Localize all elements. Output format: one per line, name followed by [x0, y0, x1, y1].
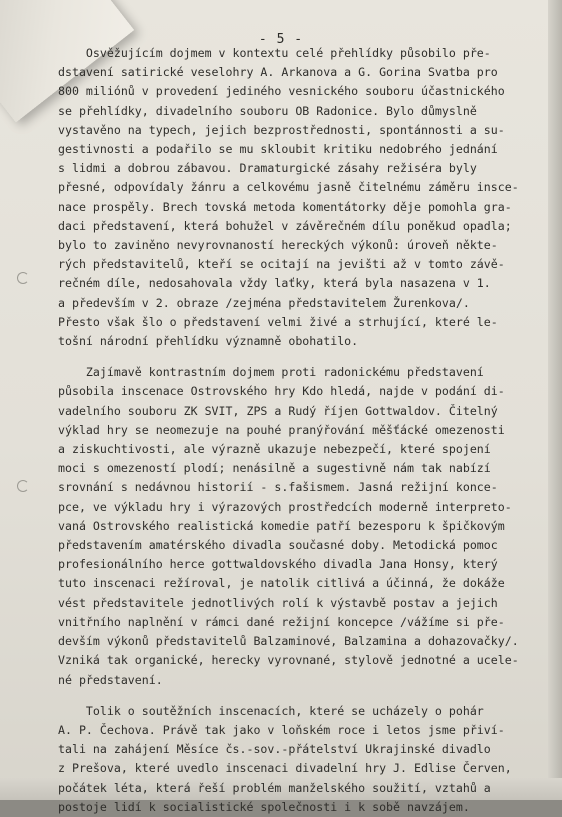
text-line: moci s omezeností plodí; nenásilně a sugestivně nám tak nabízí: [58, 461, 491, 476]
text-line: s lidmi a dobrou zábavou. Dramaturgické zásahy režiséra byly: [58, 161, 477, 176]
text-line: pce, ve výkladu hry i výrazových prostředcích moderně interpreto-: [58, 499, 512, 514]
page-edge-right: [548, 0, 562, 800]
text-line: tali na zahájení Měsíce čs.-sov.-přátelství Ukrajinské divadlo: [58, 742, 491, 757]
page-number: - 5 -: [258, 32, 304, 47]
text-line: se přehlídky, divadelního souboru OB Radonice. Bylo důmyslně: [58, 103, 477, 118]
text-line: a ziskuchtivosti, ale výrazně ukazuje nebezpečí, které spojení: [58, 442, 491, 457]
text-line: A. P. Čechova. Právě tak jako v loňském roce i letos jsme přiví-: [58, 722, 505, 737]
text-line: daci představení, která bohužel v závěrečném dílu poněkud opadla;: [58, 218, 512, 233]
text-line: Zajímavě kontrastním dojmem proti radonickému představení: [58, 365, 484, 380]
text-line: z Prešova, které uvedlo inscenaci divadelní hry J. Edlise Červen,: [58, 761, 512, 776]
text-line: bylo to zaviněno nevyrovnaností hereckých výkonů: úroveň někte-: [58, 238, 498, 253]
text-line: 800 miliónů v provedení jediného vesnického souboru účastnického: [58, 84, 505, 99]
typed-body-text: [58, 44, 528, 817]
text-line: rých představitelů, kteří se ocitají na jevišti až v tomto závě-: [58, 257, 505, 272]
paragraph-cerven-closing: [58, 702, 528, 817]
text-line: výklad hry se neomezuje na pouhé pranýřování měšťácké omezenosti: [58, 422, 505, 437]
text-line: vaná Ostrovského realistická komedie patří bezesporu k špičkovým: [58, 518, 505, 533]
text-line: rečném díle, nedosahovala vždy laťky, která byla nasazena v 1.: [58, 276, 491, 291]
text-line: a především v 2. obraze /zejména představitelem Žurenkova/.: [58, 295, 470, 310]
text-line: profesionálního herce gottwaldovského divadla Jana Honsy, který: [58, 557, 498, 572]
text-line: né představení.: [58, 672, 163, 687]
text-line: gestivnosti a podařilo se mu skloubit kritiku nedobrého jednání: [58, 142, 498, 157]
text-line: počátek léta, která řeší problém manželského soužití, vztahů a: [58, 780, 491, 795]
text-line: dstavení satirické veselohry A. Arkanova a G. Gorina Svatba pro: [58, 65, 498, 80]
text-line: nace prospěly. Brech tovská metoda komentátorky děje pomohla gra-: [58, 199, 512, 214]
paragraph-svatba-review: [58, 44, 528, 351]
text-line: Osvěžujícím dojmem v kontextu celé přehlídky působilo pře-: [58, 46, 491, 60]
text-line: působila inscenace Ostrovského hry Kdo hledá, najde v podání di-: [58, 384, 505, 399]
text-line: Tolik o soutěžních inscenacích, které se ucházely o pohár: [58, 703, 484, 718]
text-line: tošní národní přehlídku významně obohatilo.: [58, 334, 359, 349]
text-line: přesné, odpovídaly žánru a celkovému jasně čitelnému záměru insce-: [58, 180, 519, 195]
text-line: postoje lidí k socialistické společnosti i k sobě navzájem.: [58, 799, 470, 814]
text-line: Přesto však šlo o představení velmi živé a strhující, které le-: [58, 314, 498, 329]
binder-hole-mark: [17, 272, 29, 284]
paragraph-kdo-hleda-review: [58, 363, 528, 689]
text-line: vést představitele jednotlivých rolí k výstavbě postav a jejich: [58, 595, 498, 610]
text-line: srovnání s nedávnou historií - s.fašismem. Jasná režijní konce-: [58, 480, 498, 495]
text-line: vadelního souboru ZK SVIT, ZPS a Rudý říjen Gottwaldov. Čitelný: [58, 403, 498, 418]
binder-hole-mark: [17, 480, 29, 492]
text-line: představením amatérského divadla současné doby. Metodická pomoc: [58, 538, 498, 553]
text-line: vystavěno na typech, jejich bezprostřednosti, spontánnosti a su-: [58, 122, 505, 137]
text-line: Vzniká tak organické, herecky vyrovnané, stylově jednotné a ucele-: [58, 653, 519, 668]
text-line: devším výkonů představitelů Balzaminové, Balzamina a dohazovačky/.: [58, 634, 519, 649]
text-line: tuto inscenaci režíroval, je natolik citlivá a účinná, že dokáže: [58, 576, 505, 591]
text-line: vnitřního naplnění v rámci dané režijní koncepce /vážíme si pře-: [58, 614, 505, 629]
